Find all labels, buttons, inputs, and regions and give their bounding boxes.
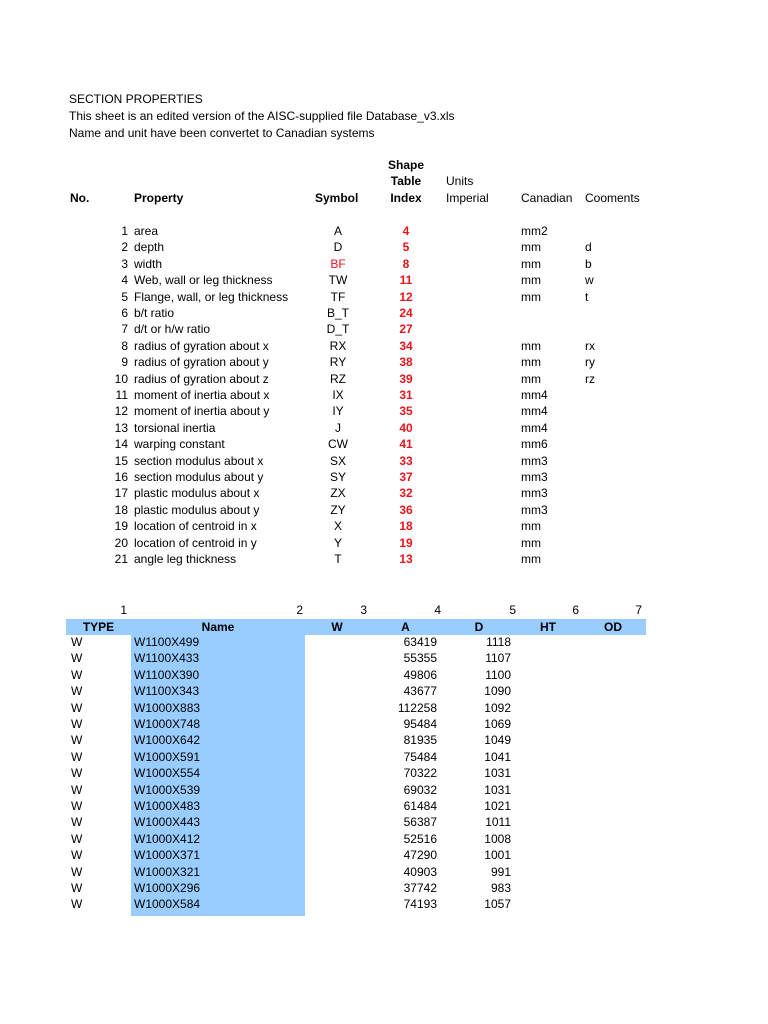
property-index: 27 [399,322,413,337]
shape-name: W1100X390 [134,667,200,682]
shape-area: 56387 [403,815,437,830]
header-d: D [474,620,484,634]
column-number: 5 [509,603,516,617]
property-row [0,387,768,403]
property-number: 10 [114,371,128,386]
property-symbol: ZX [330,486,346,501]
shape-area: 37742 [403,881,437,895]
shape-type: W [71,864,83,879]
property-index: 35 [399,404,413,419]
shape-depth: 1057 [484,897,511,912]
property-name: warping constant [134,437,225,452]
shape-name: W1000X443 [134,815,201,830]
shape-row [0,716,768,732]
property-name: section modulus about y [134,470,264,484]
header-index-line2: Table [390,174,422,188]
property-name: plastic modulus about y [134,502,260,517]
shape-area: 49806 [403,667,437,682]
shape-name: W1000X748 [134,717,201,731]
property-canadian-unit: mm [521,552,541,566]
shape-name: W1000X591 [134,749,201,764]
property-symbol: ZY [330,502,346,517]
property-symbol: D [333,240,343,255]
shape-depth: 1008 [484,831,511,846]
property-canadian-unit: mm [521,256,541,271]
shape-row [0,700,768,716]
header-a: A [401,620,410,634]
property-symbol: IX [332,388,344,402]
header-symbol: Symbol [315,191,359,205]
property-index: 36 [399,502,413,517]
property-symbol: TF [330,289,346,304]
intro-block [69,91,455,142]
shape-depth: 1092 [484,700,511,715]
shape-depth: 991 [490,864,511,879]
property-comment: ry [585,355,595,370]
shape-depth: 1049 [484,733,511,748]
shape-name: W1000X483 [134,799,201,813]
property-symbol: SY [329,470,346,484]
intro-line-1: This sheet is an edited version of the AISC-supplied file Database_v3.xls [69,109,455,123]
shape-name: W1000X412 [134,831,201,846]
property-index: 11 [399,273,413,288]
property-index: 19 [399,535,413,550]
property-row [0,485,768,501]
header-no: No. [70,191,90,205]
property-number: 19 [114,519,128,534]
property-number: 21 [114,552,128,566]
property-symbol: A [333,224,342,238]
shape-type: W [71,733,83,748]
shape-row [0,847,768,863]
property-canadian-unit: mm4 [521,388,548,402]
property-index: 39 [399,371,413,386]
shape-area: 40903 [403,864,437,879]
header-units: Units [446,174,474,188]
shape-row [0,732,768,748]
property-canadian-unit: mm6 [521,437,548,452]
shape-type: W [71,635,83,649]
column-number: 4 [434,603,441,617]
property-number: 9 [121,355,128,370]
shape-row [0,765,768,781]
column-number: 7 [635,603,642,617]
header-name: Name [201,620,235,634]
shape-type: W [71,651,83,666]
shape-name: W1000X584 [134,897,201,912]
property-index: 41 [399,437,413,452]
property-row [0,223,768,239]
shape-depth: 983 [490,881,511,895]
property-index: 32 [399,486,413,501]
shape-name: W1100X499 [134,635,200,649]
property-number: 8 [121,338,128,353]
shape-row [0,880,768,896]
property-index: 13 [399,552,413,566]
shape-type: W [71,831,83,846]
property-number: 7 [121,322,128,337]
shape-area: 75484 [403,749,437,764]
property-index: 12 [399,289,413,304]
property-row [0,518,768,534]
shape-area: 63419 [403,635,437,649]
column-number: 3 [360,603,367,617]
property-comment: t [585,289,589,304]
property-number: 3 [121,256,128,271]
property-name: d/t or h/w ratio [134,322,211,337]
property-number: 1 [121,224,128,238]
shape-area: 52516 [403,831,437,846]
property-row [0,371,768,387]
shape-depth: 1031 [484,766,511,781]
property-name: angle leg thickness [134,552,237,566]
shape-depth: 1100 [485,667,511,682]
shape-name: W1000X371 [134,848,201,863]
property-name: moment of inertia about x [134,388,270,402]
shape-row [0,831,768,847]
shape-depth: 1118 [486,635,511,649]
property-comment: rx [585,338,595,353]
shape-row [0,896,768,912]
property-number: 6 [121,306,128,320]
property-number: 15 [114,453,128,468]
property-number: 5 [121,289,128,304]
property-index: 33 [399,453,413,468]
property-row [0,305,768,321]
header-imperial: Imperial [446,191,489,205]
property-name: radius of gyration about y [134,355,269,370]
property-index: 24 [399,306,413,320]
property-row [0,239,768,255]
property-name: torsional inertia [134,420,216,435]
shape-depth: 1021 [484,799,511,813]
property-row [0,272,768,288]
property-number: 4 [121,273,128,288]
header-index-line3: Index [390,191,422,205]
property-row [0,256,768,272]
property-number: 20 [114,535,128,550]
property-canadian-unit: mm4 [521,420,548,435]
property-symbol: CW [328,437,348,452]
property-name: location of centroid in x [134,519,257,534]
shape-depth: 1001 [484,848,511,863]
sheet-title: SECTION PROPERTIES [69,92,203,106]
header-comments: Cooments [585,191,640,205]
shape-type: W [71,667,83,682]
shape-name: W1000X539 [134,782,201,797]
property-row [0,338,768,354]
property-row [0,354,768,370]
shape-row [0,798,768,814]
shape-row [0,683,768,699]
property-index: 31 [399,388,413,402]
property-canadian-unit: mm4 [521,404,548,419]
property-row [0,551,768,567]
property-row [0,502,768,518]
property-index: 37 [399,470,413,484]
property-index: 8 [402,256,410,271]
shape-name: W1000X642 [134,733,201,748]
shape-depth: 1011 [485,815,511,830]
header-od: OD [604,620,622,634]
shape-type: W [71,700,83,715]
property-symbol: RZ [330,371,346,386]
header-index-line1: Shape [387,158,424,172]
property-canadian-unit: mm [521,273,541,288]
property-row [0,403,768,419]
shape-area: 61484 [403,799,437,813]
property-canadian-unit: mm2 [521,224,548,238]
shape-area: 47290 [403,848,437,863]
property-comment: b [585,256,592,271]
property-comment: w [585,273,594,288]
property-symbol: RX [329,338,347,353]
shape-area: 55355 [403,651,437,666]
shape-area: 95484 [403,717,437,731]
property-row [0,289,768,305]
shape-row [0,782,768,798]
property-index: 4 [402,224,410,238]
shape-depth: 1090 [484,684,511,699]
property-symbol: X [333,519,342,534]
property-index: 40 [399,420,413,435]
property-row [0,469,768,485]
property-number: 14 [114,437,128,452]
shape-depth: 1107 [485,651,511,666]
property-canadian-unit: mm3 [521,502,548,517]
shape-depth: 1031 [484,782,511,797]
shape-name: W1000X296 [134,881,201,895]
property-row [0,420,768,436]
shape-area: 112258 [397,700,437,715]
property-name: area [134,224,159,238]
property-index: 5 [402,240,410,255]
property-number: 18 [114,502,128,517]
shape-area: 69032 [403,782,437,797]
property-name: b/t ratio [134,306,175,320]
property-canadian-unit: mm [521,289,541,304]
property-number: 12 [114,404,128,419]
property-name: plastic modulus about x [134,486,260,501]
property-canadian-unit: mm [521,535,541,550]
property-name: radius of gyration about z [134,371,269,386]
shape-type: W [71,848,83,863]
property-canadian-unit: mm [521,240,541,255]
property-name: section modulus about x [134,453,264,468]
property-symbol: Y [333,535,342,550]
header-property: Property [134,191,184,205]
property-canadian-unit: mm3 [521,470,548,484]
property-name: width [134,256,163,271]
shape-name: W1000X321 [134,864,201,879]
property-row [0,453,768,469]
property-symbol: D_T [326,322,350,337]
header-canadian: Canadian [521,191,573,205]
property-symbol: TW [328,273,348,288]
shape-type: W [71,684,83,699]
shape-type: W [71,766,83,781]
header-w: W [331,620,343,634]
property-canadian-unit: mm3 [521,486,548,501]
property-number: 11 [115,388,128,402]
shape-name: W1000X883 [134,700,201,715]
property-canadian-unit: mm [521,519,541,534]
property-canadian-unit: mm3 [521,453,548,468]
column-number: 2 [296,603,303,617]
property-comment: rz [585,371,595,386]
shape-table-header [66,619,646,635]
shape-type: W [71,749,83,764]
property-name: location of centroid in y [134,535,257,550]
property-index: 34 [399,338,413,353]
property-row [0,535,768,551]
property-canadian-unit: mm [521,355,541,370]
shape-type: W [71,782,83,797]
shape-row [0,634,768,650]
shape-type: W [71,881,83,895]
shape-depth: 1069 [484,717,511,731]
intro-line-2: Name and unit have been convertet to Canadian systems [69,126,375,140]
property-symbol: T [334,552,342,566]
shape-area: 43677 [403,684,437,699]
property-name: radius of gyration about x [134,338,269,353]
property-index: 18 [399,519,413,534]
shape-area: 81935 [403,733,437,748]
column-number: 6 [572,603,579,617]
shape-row [0,814,768,830]
property-canadian-unit: mm [521,371,541,386]
shape-type: W [71,897,83,912]
shape-row [0,650,768,666]
header-ht: HT [540,620,556,634]
property-symbol: SX [329,453,346,468]
property-symbol: B_T [326,306,349,320]
shape-depth: 1041 [484,749,511,764]
shape-name: W1000X554 [134,766,201,781]
property-canadian-unit: mm [521,338,541,353]
shape-type: W [71,717,83,731]
property-symbol: IY [332,404,344,419]
property-symbol: RY [329,355,347,370]
property-symbol: BF [330,256,346,271]
property-number: 17 [114,486,128,501]
shape-area: 74193 [403,897,437,912]
property-name: Flange, wall, or leg thickness [134,289,289,304]
property-row [0,321,768,337]
property-index: 38 [399,355,413,370]
column-number-row [0,602,768,618]
property-row [0,436,768,452]
shape-row [0,864,768,880]
shape-type: W [71,815,83,830]
property-number: 2 [121,240,128,255]
property-number: 13 [114,420,128,435]
property-symbol: J [335,420,341,435]
property-number: 16 [114,470,128,484]
property-name: moment of inertia about y [134,404,270,419]
shape-name: W1100X343 [134,684,200,699]
shape-type: W [71,799,83,813]
column-number: 1 [120,603,127,617]
shape-name: W1100X433 [134,651,200,666]
header-type: TYPE [82,620,115,634]
property-comment: d [585,240,592,255]
shape-row [0,667,768,683]
shape-area: 70322 [403,766,437,781]
shape-row [0,749,768,765]
property-name: depth [134,240,165,255]
property-name: Web, wall or leg thickness [134,273,273,288]
